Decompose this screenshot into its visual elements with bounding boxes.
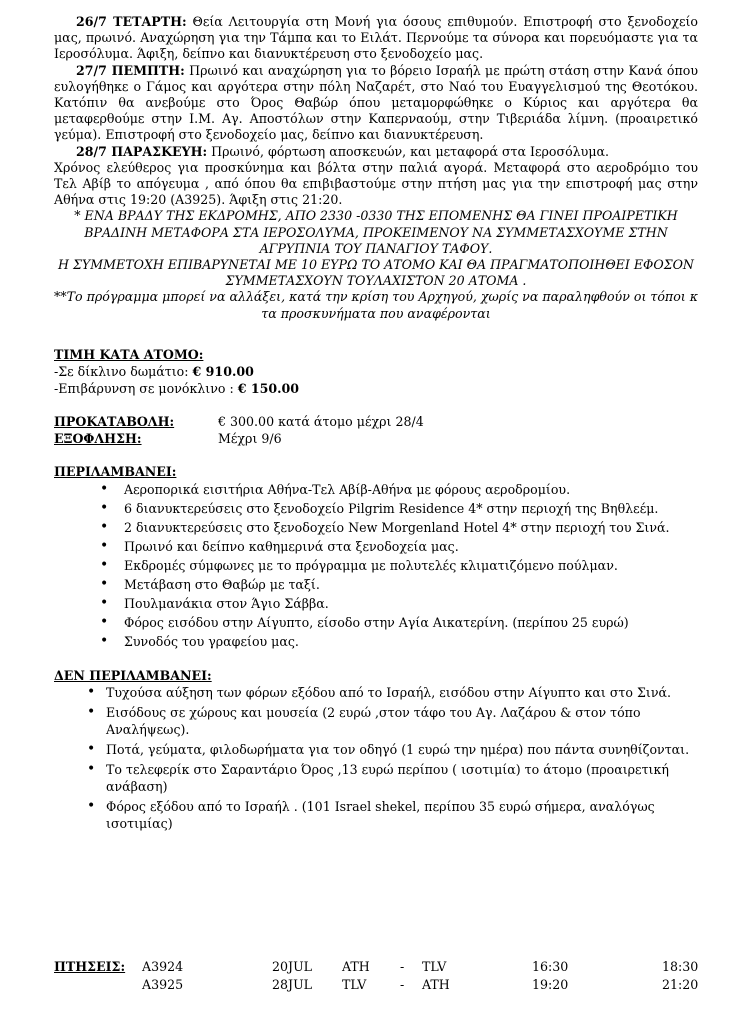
flight-to: TLV <box>422 959 447 974</box>
day-label: 26/7 ΤΕΤΑΡΤΗ: <box>76 14 187 29</box>
spacer <box>54 651 698 667</box>
program-change-note: **Το πρόγραμμα μπορεί να αλλάξει, κατά την κρίση του Αρχηγού, χωρίς να παραληφθούν οι τόποι κ τα προσκυνήματα που αναφέρονται <box>54 289 698 321</box>
spacer <box>54 322 698 338</box>
list-item: • 2 διανυκτερεύσεις στο ξενοδοχείο New Morgenland Hotel 4* στην περιοχή του Σινά. <box>100 518 698 537</box>
flight-departure: 16:30 <box>532 959 569 974</box>
list-item: • Τυχούσα αύξηση των φόρων εξόδου από το Ισραήλ, εισόδου στην Αίγυπτο και στο Σινά. <box>54 684 698 701</box>
excluded-list <box>54 684 698 832</box>
flight-arrival: 21:20 <box>662 977 699 992</box>
day-28-paragraph <box>54 144 698 160</box>
flight-to: ATH <box>422 977 450 992</box>
price-single-value: € 150.00 <box>237 380 300 396</box>
flight-dash: - <box>400 959 405 974</box>
list-item: • Το τελεφερίκ στο Σαραντάριο Όρος ,13 ευρώ περίπου ( ισοτιμία) το άτομο (προαιρετική ανάβαση) <box>54 761 698 795</box>
flight-departure: 19:20 <box>532 977 569 992</box>
list-item: • Ποτά, γεύματα, φιλοδωρήματα για τον οδηγό (1 ευρώ την ημέρα) που πάντα συνηθίζονται. <box>54 741 698 758</box>
flights-table <box>54 958 714 994</box>
spacer <box>54 397 698 413</box>
price-single <box>54 380 698 397</box>
included-header: ΠΕΡΙΛΑΜΒΑΝΕΙ: <box>54 463 177 479</box>
flight-date: 20JUL <box>272 959 313 974</box>
price-single-label: -Επιβάρυνση σε μονόκλινο : <box>54 380 238 396</box>
list-item: • Φόρος εισόδου στην Αίγυπτο, είσοδο στην Αγία Αικατερίνη. (περίπου 25 ευρώ) <box>100 613 698 632</box>
list-item: • Συνοδός του γραφείου μας. <box>100 632 698 651</box>
deposit-value: € 300.00 κατά άτομο μέχρι 28/4 <box>218 413 424 429</box>
flight-row <box>54 958 714 976</box>
flights-label: ΠΤΗΣΕΙΣ: <box>54 959 126 974</box>
flight-code: Α3925 <box>142 977 184 992</box>
price-double-value: € 910.00 <box>192 363 254 379</box>
flight-row <box>54 976 714 994</box>
spacer <box>54 338 698 346</box>
day-text: Πρωινό, φόρτωση αποσκευών, και μεταφορά στα Ιεροσόλυμα. <box>207 143 610 159</box>
included-list <box>54 480 698 651</box>
flight-dash: - <box>400 977 405 992</box>
list-item: • Αεροπορικά εισιτήρια Αθήνα-Τελ Αβίβ-Αθήνα με φόρους αεροδρομίου. <box>100 480 698 499</box>
list-item: • Πρωινό και δείπνο καθημερινά στα ξενοδοχεία μας. <box>100 537 698 556</box>
day-label: 27/7 ΠΕΜΠΤΗ: <box>76 62 185 78</box>
day-text: Πρωινό και αναχώρηση για το βόρειο Ισραήλ με πρώτη στάση στην Κανά όπου ευλογήθηκε ο Γάμος και αργότερα στην πόλη Ναζαρέτ, στο Ναό του Ευαγγελισμού της Θεοτόκου. Κατόπιν θα ανεβούμε στο Όρος Θαβώρ όπου μεταμορφώθηκε ο Κύριος και αργότερα θα μεταφερθούμε στην Ι.Μ. Αγ. Αποστόλων στην Καπερναούμ, στην Τιβεριάδα λίμνη. (προαιρετικό γεύμα). Επιστροφή στο ξενοδοχείο μας, δείπνο και διανυκτέρευση. <box>54 62 698 143</box>
list-item: • Εκδρομές σύμφωνες με το πρόγραμμα με πολυτελές κλιματιζόμενο πούλμαν. <box>100 556 698 575</box>
list-item: • Μετάβαση στο Θαβώρ με ταξί. <box>100 575 698 594</box>
excluded-header: ΔΕΝ ΠΕΡΙΛΑΜΒΑΝΕΙ: <box>54 667 212 683</box>
balance-value: Μέχρι 9/6 <box>218 430 282 446</box>
day-28-continuation: Χρόνος ελεύθερος για προσκύνημα και βόλτα στην παλιά αγορά. Μεταφορά στο αεροδρόμιο του Τελ Αβίβ το απόγευμα , από όπου θα επιβιβαστούμε στην πτήση μας για την επιστροφή μας στην Αθήνα στις 19:20 (Α3925). Άφιξη στις 21:20. <box>54 159 698 208</box>
flight-from: ATH <box>342 959 370 974</box>
flight-from: TLV <box>342 977 367 992</box>
flight-code: Α3924 <box>142 959 184 974</box>
list-item: • Πουλμανάκια στον Άγιο Σάββα. <box>100 594 698 613</box>
price-double-label: -Σε δίκλινο δωμάτιο: <box>54 363 193 379</box>
deposit-row <box>54 413 698 430</box>
day-26-paragraph <box>54 14 698 63</box>
deposit-label: ΠΡΟΚΑΤΑΒΟΛΗ: <box>54 413 175 429</box>
balance-label: ΕΞΟΦΛΗΣΗ: <box>54 430 142 446</box>
flight-date: 28JUL <box>272 977 313 992</box>
night-vigil-notice: * ΕΝΑ ΒΡΑΔΥ ΤΗΣ ΕΚΔΡΟΜΗΣ, ΑΠΟ 2330 -0330 ΤΗΣ ΕΠΟΜΕΝΗΣ ΘΑ ΓΙΝΕΙ ΠΡΟΑΙΡΕΤΙΚΗ ΒΡΑΔΙΝΗ ΜΕΤΑΦΟΡΑ ΣΤΑ ΙΕΡΟΣΟΛΥΜΑ, ΠΡΟΚΕΙΜΕΝΟΥ ΝΑ ΣΥΜΜΕΤΑΣΧΟΥΜΕ ΣΤΗΝ ΑΓΡΥΠΝΙΑ ΤΟΥ ΠΑΝΑΓΙΟΥ ΤΑΦΟΥ. <box>74 208 678 256</box>
list-item: • Φόρος εξόδου από το Ισραήλ . (101 Israel shekel, περίπου 35 ευρώ σήμερα, αναλόγως ισοτιμίας) <box>54 798 698 832</box>
price-header: ΤΙΜΗ ΚΑΤΑ ΑΤΟΜΟ: <box>54 346 204 362</box>
list-item: • Εισόδους σε χώρους και μουσεία (2 ευρώ ,στον τάφο του Αγ. Λαζάρου & στον τόπο Αναλήψεως). <box>54 704 698 738</box>
vigil-cost-notice: Η ΣΥΜΜΕΤΟΧΗ ΕΠΙΒΑΡΥΝΕΤΑΙ ΜΕ 10 ΕΥΡΩ ΤΟ ΑΤΟΜΟ ΚΑΙ ΘΑ ΠΡΑΓΜΑΤΟΠΟΙΗΘΕΙ ΕΦΟΣΟΝ ΣΥΜΜΕΤΑΣΧΟΥΝ ΤΟΥΛΑΧΙΣΤΟΝ 20 ΑΤΟΜΑ . <box>58 257 694 289</box>
balance-row <box>54 430 698 447</box>
day-27-paragraph <box>54 63 698 144</box>
day-label: 28/7 ΠΑΡΑΣΚΕΥΗ: <box>76 143 208 159</box>
spacer <box>54 447 698 463</box>
flight-arrival: 18:30 <box>662 959 699 974</box>
list-item: • 6 διανυκτερεύσεις στο ξενοδοχείο Pilgrim Residence 4* στην περιοχή της Βηθλεέμ. <box>100 499 698 518</box>
price-double <box>54 363 698 380</box>
day-text: Θεία Λειτουργία στη Μονή για όσους επιθυμούν. Επιστροφή στο ξενοδοχείο μας, πρωινό. Αναχώρηση για την Τάμπα και το Ειλάτ. Περνούμε τα σύνορα και πορευόμαστε για τα Ιεροσόλυμα. Άφιξη, δείπνο και διανυκτέρευση στο ξενοδοχείο μας. <box>54 14 698 62</box>
